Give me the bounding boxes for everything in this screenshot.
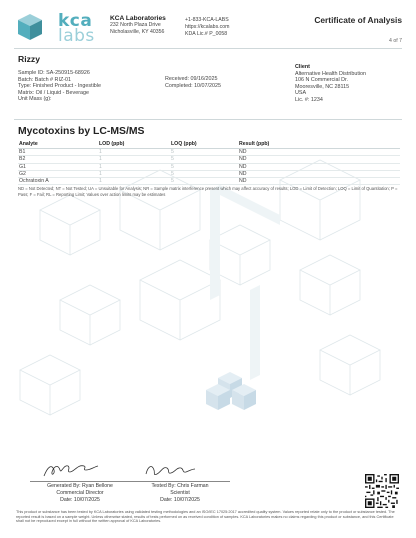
analyte-cell: Ochratoxin A — [18, 178, 98, 185]
section-divider — [14, 119, 402, 120]
client-country: USA — [295, 90, 307, 97]
logo-word-bottom: labs — [58, 26, 95, 46]
product-name: Rizzy — [18, 54, 40, 64]
received-date: Received: 09/16/2025 — [165, 76, 218, 82]
unit-mass: Unit Mass (g): — [18, 96, 52, 102]
result-cell: ND — [238, 156, 400, 163]
loq-cell: 5 — [170, 156, 238, 163]
lod-cell: 1 — [98, 170, 170, 177]
client-address-line1: 106 N Commercial Dr. — [295, 77, 349, 84]
handwritten-signature — [40, 462, 100, 480]
lab-license: KDA Lic.# P_0058 — [185, 31, 228, 38]
logo-cube-icon — [14, 10, 54, 46]
table-row — [18, 178, 400, 185]
section-title: Mycotoxins by LC-MS/MS — [18, 126, 145, 137]
results-table — [18, 140, 400, 185]
lab-address-line1: 232 North Plaza Drive — [110, 22, 161, 29]
loq-cell: 5 — [170, 178, 238, 185]
lod-cell: 1 — [98, 178, 170, 185]
batch-number: Batch: Batch # RIZ-01 — [18, 76, 72, 83]
lod-cell: 1 — [98, 149, 170, 156]
analyte-cell: B2 — [18, 156, 98, 163]
completed-date: Completed: 10/07/2025 — [165, 82, 222, 89]
table-row — [18, 156, 400, 163]
signer-role: Scientist — [170, 489, 190, 496]
sample-dates — [165, 76, 221, 89]
client-name: Alternative Health Distribution — [295, 70, 367, 77]
analyte-cell: G2 — [18, 170, 98, 177]
client-license: Lic. #: 1234 — [295, 96, 323, 103]
signer-role: Commercial Director — [56, 489, 104, 496]
client-address-line2: Mooresville, NC 28115 — [295, 83, 350, 90]
lab-website[interactable]: https://kcalabs.com — [185, 24, 230, 31]
result-cell: ND — [238, 178, 400, 185]
loq-cell: 5 — [170, 163, 238, 170]
column-header: Result (ppb) — [238, 140, 400, 149]
loq-cell: 5 — [170, 170, 238, 177]
product-type: Type: Finished Product - Ingestible — [18, 83, 101, 89]
sample-details — [18, 70, 101, 103]
result-cell: ND — [238, 149, 400, 156]
signature-caption — [130, 483, 230, 503]
qr-code[interactable] — [365, 474, 399, 508]
column-header: LOQ (ppb) — [170, 140, 238, 149]
analyte-cell: B1 — [18, 149, 98, 156]
signature-block-scientist — [130, 462, 230, 503]
lab-phone: +1-833-KCA-LABS — [185, 17, 229, 23]
analyte-cell: G1 — [18, 163, 98, 170]
signer-name: Generated By: Ryan Bellone — [47, 483, 113, 489]
document-title: Certificate of Analysis — [314, 15, 402, 25]
signature-line — [30, 481, 130, 482]
signature-date: Date: 10/07/2025 — [160, 496, 200, 503]
table-row — [18, 170, 400, 177]
table-row — [18, 163, 400, 170]
lod-cell: 1 — [98, 163, 170, 170]
loq-cell: 5 — [170, 149, 238, 156]
result-cell: ND — [238, 170, 400, 177]
column-header: Analyte — [18, 140, 98, 149]
result-cell: ND — [238, 163, 400, 170]
signature-line — [130, 481, 230, 482]
kca-labs-logo — [14, 10, 106, 46]
logo-wordmark — [58, 11, 95, 46]
signer-name: Tested By: Chris Farman — [151, 483, 209, 489]
column-header: LOD (ppb) — [98, 140, 170, 149]
abbreviation-legend: ND = Not Detected; NT = Not Tested; UA = Unsuitable for Analysis; NR = Sample matrix interference present which may affect accuracy of results; LOD = Limit of Detection; LOQ = Limit of Quantitation; P = Pass; F = Fail; RL = Reporting Limit; Values over action limits may be estimates — [18, 186, 398, 197]
lab-contact — [185, 17, 229, 39]
sample-id: Sample ID: SA-250915-68926 — [18, 70, 90, 76]
lab-name: KCA Laboratories — [110, 15, 166, 22]
handwritten-signature — [140, 462, 200, 480]
logo-word-top: kca — [58, 11, 93, 31]
signature-block-director — [30, 462, 130, 503]
legal-disclaimer: This product or substance has been tested by KCA Laboratories using validated testing methodologies and an ISO/IEC 17025:2017 accredited quality system. Values reported relate only to the product or substance tested. The reported result is based on a sample weight. Unless otherwise stated, results of tests performed on as received condition of samples. KCA Laboratories makes no claims regarding this product or substance, and this Certificate shall not be reproduced except in full without the written approval of KCA Laboratories. — [16, 510, 395, 524]
signature-date: Date: 10/07/2025 — [60, 496, 100, 503]
table-header-row — [18, 140, 400, 149]
page-number: 4 of 7 — [389, 38, 402, 44]
table-row — [18, 149, 400, 156]
lab-address-line2: Nicholasville, KY 40356 — [110, 29, 165, 36]
header-divider — [14, 48, 402, 49]
lod-cell: 1 — [98, 156, 170, 163]
lab-info — [110, 15, 166, 37]
signature-caption — [30, 483, 130, 503]
client-heading: Client — [295, 64, 310, 70]
matrix: Matrix: Oil / Liquid - Beverage — [18, 89, 90, 96]
client-info — [295, 64, 366, 104]
